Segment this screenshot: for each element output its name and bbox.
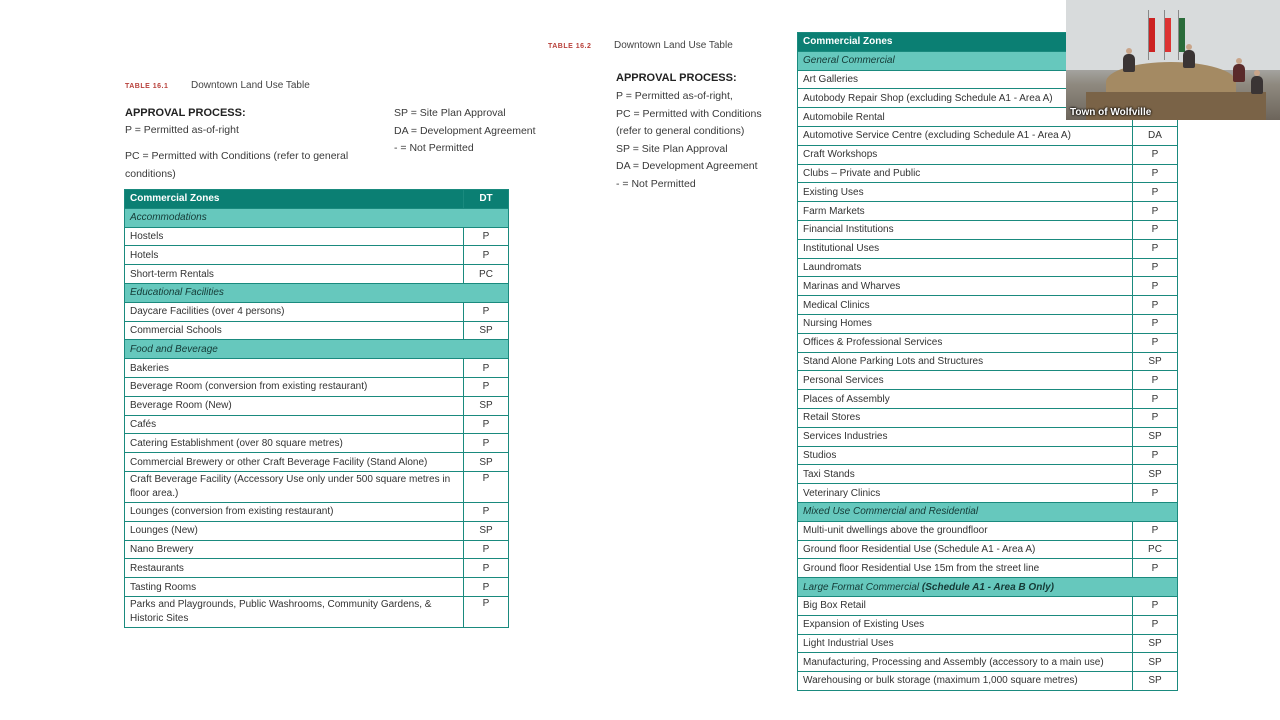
category-row xyxy=(798,502,1178,521)
legend-middle xyxy=(616,88,762,193)
approval-value: P xyxy=(464,559,509,578)
table-header-row xyxy=(125,190,509,209)
category-name: Educational Facilities xyxy=(130,287,224,299)
table-row xyxy=(798,672,1178,691)
table-row xyxy=(798,596,1178,615)
approval-value: SP xyxy=(1133,672,1178,691)
approval-value: SP xyxy=(1133,352,1178,371)
use-name: Bakeries xyxy=(125,359,464,378)
approval-value: P xyxy=(1133,559,1178,578)
approval-value: P xyxy=(1133,615,1178,634)
use-name: Hotels xyxy=(125,246,464,265)
legend-item: P = Permitted as-of-right, xyxy=(616,90,733,102)
approval-value: P xyxy=(464,502,509,521)
table-row xyxy=(125,246,509,265)
table-row xyxy=(798,164,1178,183)
category-label xyxy=(798,578,1178,597)
approval-value: P xyxy=(1133,333,1178,352)
use-name: Hostels xyxy=(125,227,464,246)
table-row xyxy=(798,390,1178,409)
table-row xyxy=(798,540,1178,559)
approval-value: P xyxy=(1133,408,1178,427)
category-row xyxy=(798,578,1178,597)
table-row xyxy=(125,321,509,340)
land-use-table-16-1 xyxy=(124,189,509,628)
approval-value: P xyxy=(464,415,509,434)
approval-value: P xyxy=(1133,296,1178,315)
header-dt: DT xyxy=(464,190,509,209)
approval-value: SP xyxy=(464,321,509,340)
category-name: Accommodations xyxy=(130,212,207,224)
approval-value: SP xyxy=(1133,465,1178,484)
table-title-16-1: Downtown Land Use Table xyxy=(191,80,310,91)
approval-value: P xyxy=(1133,521,1178,540)
use-name: Existing Uses xyxy=(798,183,1133,202)
flag-icon xyxy=(1149,18,1155,52)
approval-value: SP xyxy=(1133,427,1178,446)
category-name: General Commercial xyxy=(803,55,895,67)
use-name: Retail Stores xyxy=(798,408,1133,427)
table-row xyxy=(125,434,509,453)
video-caption: Town of Wolfville xyxy=(1070,107,1152,118)
legend-item: DA = Development Agreement xyxy=(394,124,536,137)
approval-value: SP xyxy=(1133,653,1178,672)
table-row xyxy=(798,352,1178,371)
legend-item: - = Not Permitted xyxy=(394,142,474,154)
person-icon xyxy=(1251,76,1263,94)
approval-value: P xyxy=(1133,277,1178,296)
table-row xyxy=(798,446,1178,465)
legend-item: - = Not Permitted xyxy=(616,177,696,190)
approval-value: P xyxy=(464,540,509,559)
legend-item: (refer to general conditions) xyxy=(616,125,745,137)
table-row xyxy=(798,653,1178,672)
use-name: Nursing Homes xyxy=(798,314,1133,333)
table-row xyxy=(798,202,1178,221)
approval-value: SP xyxy=(464,521,509,540)
land-use-table-16-2 xyxy=(797,32,1178,691)
table-row xyxy=(125,453,509,472)
table-row xyxy=(798,427,1178,446)
table-row xyxy=(125,302,509,321)
table-row xyxy=(798,239,1178,258)
table-row xyxy=(798,634,1178,653)
use-name: Services Industries xyxy=(798,427,1133,446)
category-row xyxy=(125,283,509,302)
table-row xyxy=(798,220,1178,239)
approval-value: PC xyxy=(464,265,509,284)
use-name: Nano Brewery xyxy=(125,540,464,559)
table-row xyxy=(125,521,509,540)
approval-value: P xyxy=(1133,371,1178,390)
use-name: Taxi Stands xyxy=(798,465,1133,484)
table-row xyxy=(798,465,1178,484)
use-name: Marinas and Wharves xyxy=(798,277,1133,296)
approval-process-title-left: APPROVAL PROCESS: xyxy=(125,107,246,119)
approval-value: P xyxy=(1133,446,1178,465)
use-name: Daycare Facilities (over 4 persons) xyxy=(125,302,464,321)
use-name: Expansion of Existing Uses xyxy=(798,615,1133,634)
legend-item: PC = Permitted with Conditions xyxy=(616,107,762,120)
table-row xyxy=(798,314,1178,333)
use-name: Automotive Service Centre (excluding Schedule A1 - Area A) xyxy=(798,126,1133,145)
use-name: Lounges (New) xyxy=(125,521,464,540)
approval-value: DA xyxy=(1133,126,1178,145)
approval-value: P xyxy=(1133,390,1178,409)
legend-item: PC = Permitted with Conditions (refer to general xyxy=(125,150,349,162)
legend-item: DA = Development Agreement xyxy=(616,160,758,172)
header-zones: Commercial Zones xyxy=(125,190,464,209)
table-row xyxy=(125,596,509,627)
person-icon xyxy=(1183,50,1195,68)
use-name: Parks and Playgrounds, Public Washrooms, Community Gardens, & Historic Sites xyxy=(125,596,464,627)
approval-value: P xyxy=(464,578,509,597)
category-name: Mixed Use Commercial and Residential xyxy=(803,506,979,518)
category-name: Food and Beverage xyxy=(130,343,218,355)
table-row xyxy=(798,126,1178,145)
use-name: Beverage Room (conversion from existing restaurant) xyxy=(125,377,464,396)
use-name: Stand Alone Parking Lots and Structures xyxy=(798,352,1133,371)
header-zones: Commercial Zones xyxy=(798,33,1133,52)
table-label-16-2: TABLE 16.2 xyxy=(548,43,592,50)
use-name: Ground floor Residential Use (Schedule A1 - Area A) xyxy=(798,540,1133,559)
table-row xyxy=(798,296,1178,315)
table-row xyxy=(125,396,509,415)
use-name: Veterinary Clinics xyxy=(798,484,1133,503)
use-name: Commercial Schools xyxy=(125,321,464,340)
approval-value: P xyxy=(1133,258,1178,277)
approval-value: SP xyxy=(464,396,509,415)
use-name: Laundromats xyxy=(798,258,1133,277)
table-row xyxy=(125,415,509,434)
approval-value: P xyxy=(1133,239,1178,258)
approval-value: SP xyxy=(464,453,509,472)
use-name: Autobody Repair Shop (excluding Schedule A1 - Area A) xyxy=(798,89,1133,108)
table-row xyxy=(125,502,509,521)
approval-value: P xyxy=(464,246,509,265)
use-name: Clubs – Private and Public xyxy=(798,164,1133,183)
approval-value: P xyxy=(464,471,509,502)
approval-value: P xyxy=(1133,220,1178,239)
use-name: Places of Assembly xyxy=(798,390,1133,409)
use-name: Multi-unit dwellings above the groundfloor xyxy=(798,521,1133,540)
table-row xyxy=(125,559,509,578)
use-name: Institutional Uses xyxy=(798,239,1133,258)
approval-value: P xyxy=(1133,596,1178,615)
legend-left-col2 xyxy=(394,105,536,158)
use-name: Ground floor Residential Use 15m from the street line xyxy=(798,559,1133,578)
meeting-video-feed[interactable] xyxy=(1066,0,1280,120)
flag-icon xyxy=(1165,18,1171,52)
use-name: Automobile Rental xyxy=(798,108,1133,127)
approval-value: P xyxy=(464,434,509,453)
approval-value: P xyxy=(1133,314,1178,333)
table-row xyxy=(125,227,509,246)
category-row xyxy=(125,208,509,227)
table-title-16-2: Downtown Land Use Table xyxy=(614,40,733,51)
use-name: Commercial Brewery or other Craft Beverage Facility (Stand Alone) xyxy=(125,453,464,472)
legend-item: P = Permitted as-of-right xyxy=(125,124,239,136)
use-name: Beverage Room (New) xyxy=(125,396,464,415)
category-name: Large Format Commercial xyxy=(803,581,922,593)
use-name: Craft Beverage Facility (Accessory Use only under 500 square metres in floor area.) xyxy=(125,471,464,502)
table-row xyxy=(798,408,1178,427)
table-row xyxy=(798,484,1178,503)
table-row xyxy=(798,371,1178,390)
use-name: Lounges (conversion from existing restaurant) xyxy=(125,502,464,521)
approval-value: P xyxy=(464,227,509,246)
table-row xyxy=(798,277,1178,296)
legend-left-pc xyxy=(125,148,348,183)
approval-value: P xyxy=(464,377,509,396)
category-label xyxy=(125,340,509,359)
table-row xyxy=(125,471,509,502)
use-name: Tasting Rooms xyxy=(125,578,464,597)
approval-value: P xyxy=(464,596,509,627)
approval-value: SP xyxy=(1133,634,1178,653)
table-row xyxy=(125,377,509,396)
approval-value: P xyxy=(1133,145,1178,164)
approval-process-title-middle: APPROVAL PROCESS: xyxy=(616,72,737,84)
table-row xyxy=(125,578,509,597)
person-icon xyxy=(1233,64,1245,82)
use-name: Big Box Retail xyxy=(798,596,1133,615)
category-suffix: (Schedule A1 - Area B Only) xyxy=(921,581,1054,593)
flag-icon xyxy=(1179,18,1185,52)
use-name: Warehousing or bulk storage (maximum 1,000 square metres) xyxy=(798,672,1133,691)
approval-value: P xyxy=(464,302,509,321)
use-name: Offices & Professional Services xyxy=(798,333,1133,352)
person-icon xyxy=(1123,54,1135,72)
category-label xyxy=(125,283,509,302)
table-label-16-1: TABLE 16.1 xyxy=(125,83,169,90)
table-row xyxy=(798,521,1178,540)
category-label xyxy=(125,208,509,227)
use-name: Financial Institutions xyxy=(798,220,1133,239)
video-wall xyxy=(1066,0,1280,70)
use-name: Catering Establishment (over 80 square metres) xyxy=(125,434,464,453)
approval-value: PC xyxy=(1133,540,1178,559)
use-name: Manufacturing, Processing and Assembly (accessory to a main use) xyxy=(798,653,1133,672)
table-row xyxy=(798,333,1178,352)
use-name: Art Galleries xyxy=(798,70,1133,89)
category-row xyxy=(125,340,509,359)
approval-value: P xyxy=(1133,202,1178,221)
table-row xyxy=(798,615,1178,634)
legend-item: SP = Site Plan Approval xyxy=(394,107,506,119)
use-name: Personal Services xyxy=(798,371,1133,390)
use-name: Short-term Rentals xyxy=(125,265,464,284)
use-name: Light Industrial Uses xyxy=(798,634,1133,653)
approval-value: P xyxy=(1133,484,1178,503)
table-row xyxy=(798,145,1178,164)
table-row xyxy=(798,183,1178,202)
table-row xyxy=(798,559,1178,578)
table-row xyxy=(798,258,1178,277)
category-label xyxy=(798,502,1178,521)
use-name: Studios xyxy=(798,446,1133,465)
use-name: Craft Workshops xyxy=(798,145,1133,164)
legend-item: conditions) xyxy=(125,167,176,180)
table-row xyxy=(125,540,509,559)
approval-value: P xyxy=(1133,183,1178,202)
use-name: Medical Clinics xyxy=(798,296,1133,315)
legend-left-col1 xyxy=(125,122,239,140)
approval-value: P xyxy=(1133,164,1178,183)
use-name: Farm Markets xyxy=(798,202,1133,221)
use-name: Restaurants xyxy=(125,559,464,578)
table-row xyxy=(125,359,509,378)
legend-item: SP = Site Plan Approval xyxy=(616,142,728,155)
use-name: Cafés xyxy=(125,415,464,434)
table-row xyxy=(125,265,509,284)
approval-value: P xyxy=(464,359,509,378)
